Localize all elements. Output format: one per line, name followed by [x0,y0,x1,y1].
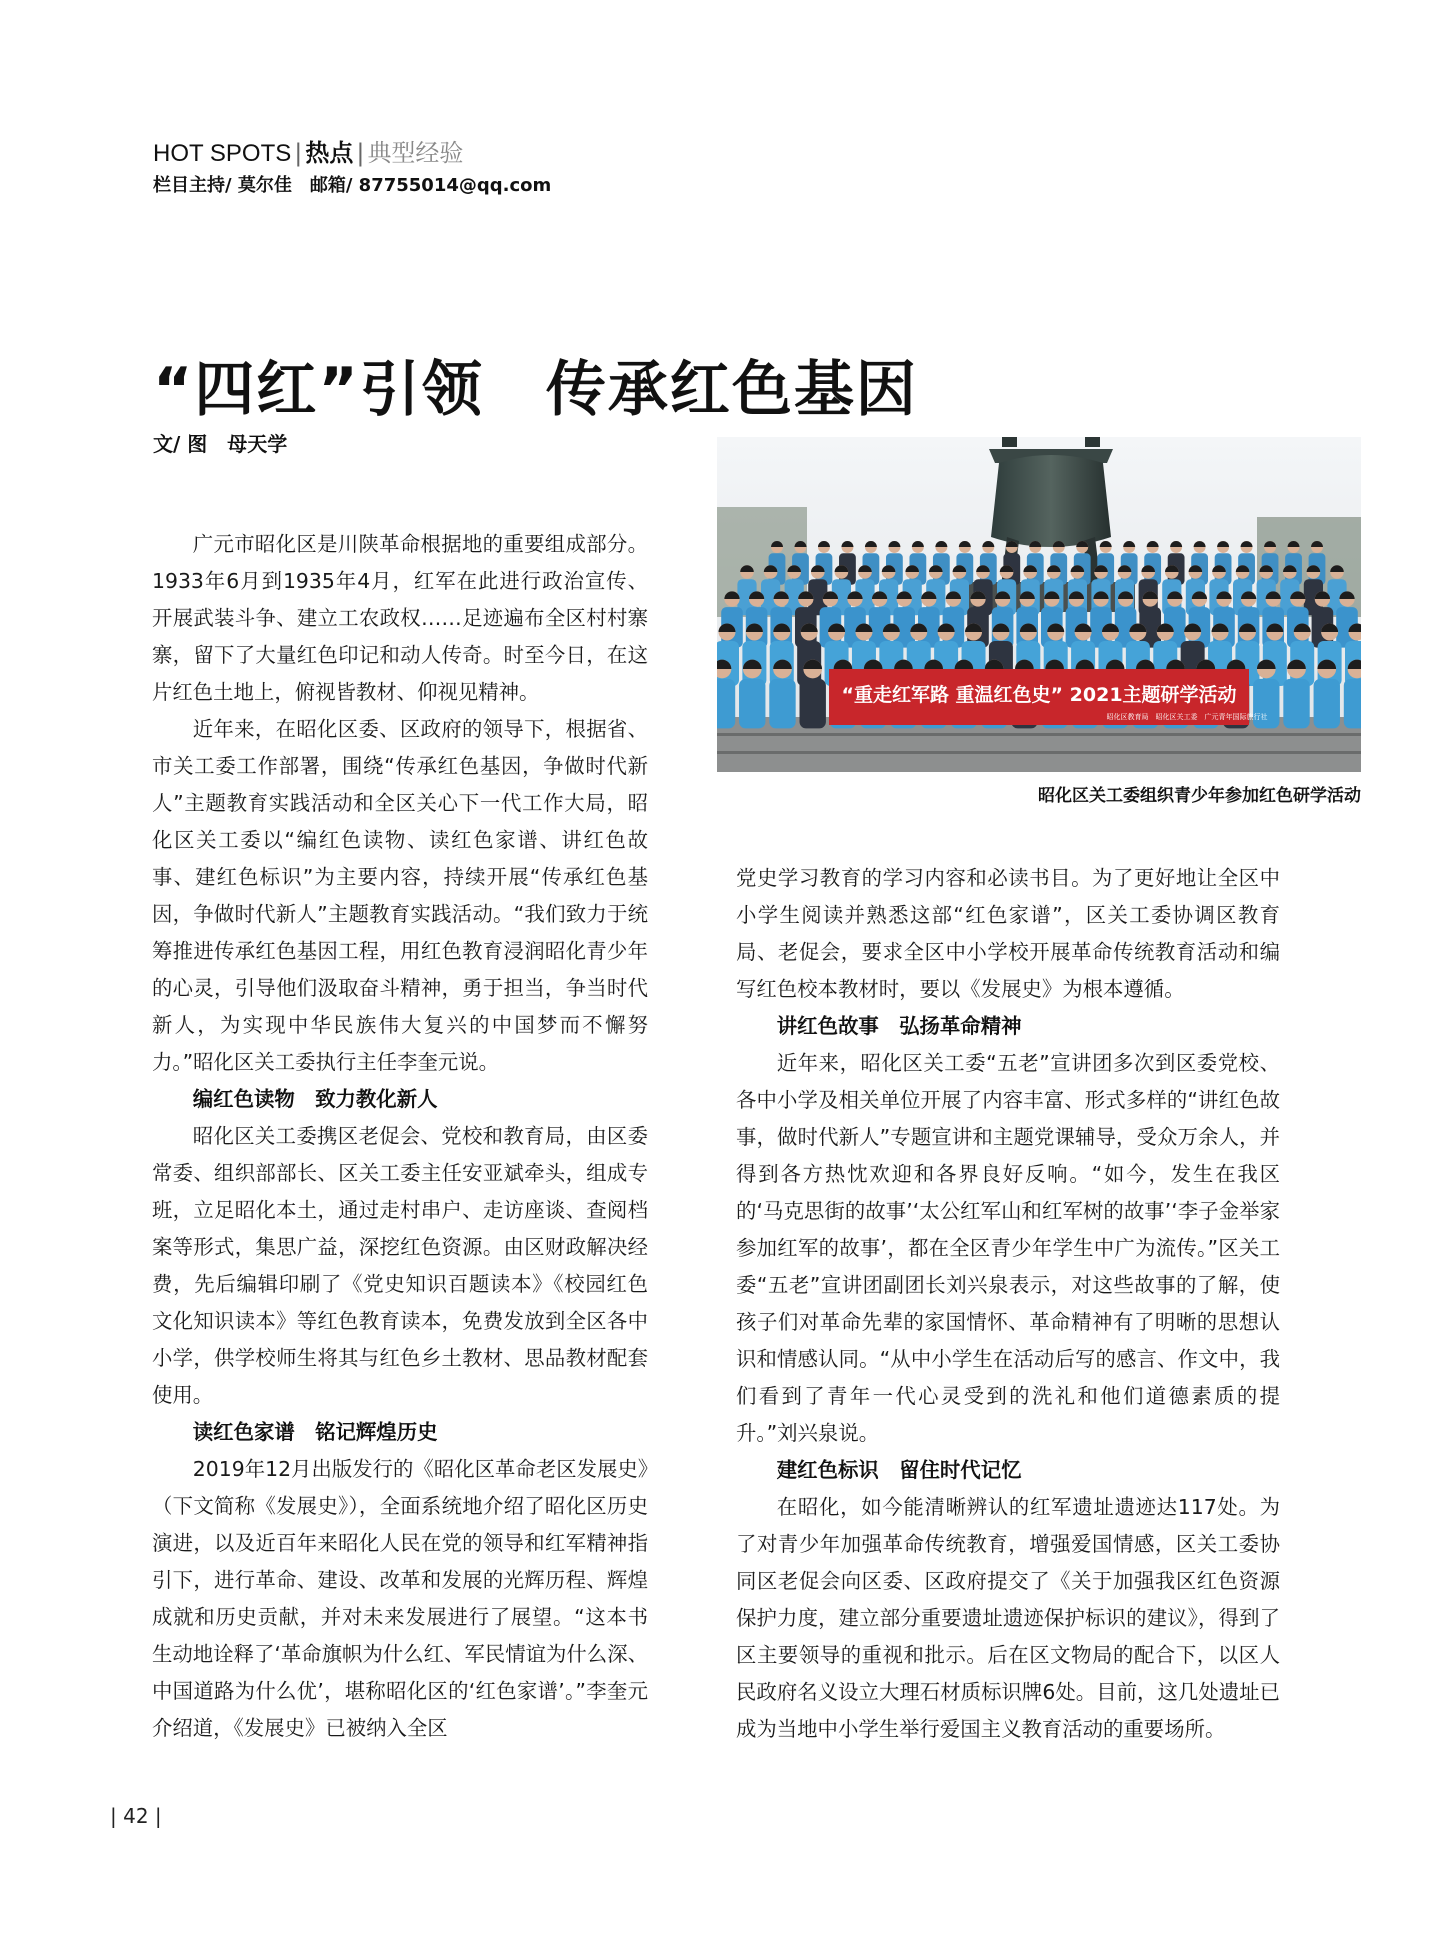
crowd-figure [800,679,826,729]
section-heading: 读红色家谱 铭记辉煌历史 [192,1420,438,1444]
left-column [152,526,648,1747]
column-host: 栏目主持/ 莫尔佳 邮箱/ 87755014@qq.com [153,175,552,196]
typical-label: 典型经验 [367,139,464,167]
article-byline: 文/ 图 母天学 [153,432,288,456]
section-heading: 讲红色故事 弘扬革命精神 [776,1014,1022,1038]
paragraph: 2019年12月出版发行的《昭化区革命老区发展史》（下文简称《发展史》），全面系统地介绍了昭化区历史演进，以及近百年来昭化人民在党的领导和红军精神指引下，进行革命、建设、改革和发展的光辉历程、辉煌成就和历史贡献，并对未来发展进行了展望。“这本书生动地诠释了‘革命旗帜为什么红、军民情谊为什么深、中国道路为什么优’，堪称昭化区的‘红色家谱’。”李奎元介绍道，《发展史》已被纳入全区 [152,1457,648,1740]
crowd-figure [1283,679,1309,729]
section-heading: 建红色标识 留住时代记忆 [776,1458,1022,1482]
page-number: | 42 | [110,1804,162,1828]
banner-subtext: 昭化区教育局 昭化区关工委 广元青年国际旅行社 [1106,713,1268,721]
paragraph: 昭化区关工委携区老促会、党校和教育局，由区委常委、组织部部长、区关工委主任安亚斌牵头，组成专班，立足昭化本土，通过走村串户、走访座谈、查阅档案等形式，集思广益，深挖红色资源。由区财政解决经费，先后编辑印刷了《党史知识百题读本》《校园红色文化知识读本》等红色教育读本，免费发放到全区各中小学，供学校师生将其与红色乡土教材、思品教材配套使用。 [152,1124,648,1407]
article-title: “四红”引领 传承红色基因 [153,355,918,425]
divider: | [294,139,303,167]
paragraph: 广元市昭化区是川陕革命根据地的重要组成部分。1933年6月到1935年4月，红军在此进行政治宣传、开展武装斗争、建立工农政权……足迹遍布全区村村寨寨，留下了大量红色印记和动人传奇。时至今日，在这片红色土地上，俯视皆教材、仰视见精神。 [152,532,648,704]
crowd-figure [769,679,795,729]
section-label [153,136,853,171]
column-header [153,136,853,199]
photo-caption: 昭化区关工委组织青少年参加红色研学活动 [1038,786,1361,806]
right-column [736,860,1280,1748]
paragraph: 近年来，昭化区关工委“五老”宣讲团多次到区委党校、各中小学及相关单位开展了内容丰富、形式多样的“讲红色故事，做时代新人”专题宣讲和主题党课辅导，受众万余人，并得到各方热忱欢迎和各界良好反响。“如今，发生在我区的‘马克思街的故事’‘太公红军山和红军树的故事’‘李子金举家参加红军的故事’，都在全区青少年学生中广为流传。”区关工委“五老”宣讲团副团长刘兴泉表示，对这些故事的了解，使孩子们对革命先辈的家国情怀、革命精神有了明晰的思想认识和情感认同。“从中小学生在活动后写的感言、作文中，我们看到了青年一代心灵受到的洗礼和他们道德素质的提升。”刘兴泉说。 [736,1051,1280,1445]
paragraph: 党史学习教育的学习内容和必读书目。为了更好地让全区中小学生阅读并熟悉这部“红色家谱”，区关工委协调区教育局、老促会，要求全区中小学校开展革命传统教育活动和编写红色校本教材时，要以《发展史》为根本遵循。 [736,866,1280,1001]
hot-cn-label: 热点 [305,138,354,167]
group-photo [717,437,1361,772]
crowd-figure [739,679,765,729]
crowd-figure [1344,679,1361,729]
divider: | [356,139,365,167]
crowd-figure [1314,679,1340,729]
hot-spots-label: HOT SPOTS [153,140,292,167]
paragraph: 近年来，在昭化区委、区政府的领导下，根据省、市关工委工作部署，围绕“传承红色基因，争做时代新人”主题教育实践活动和全区关心下一代工作大局，昭化区关工委以“编红色读物、读红色家谱、讲红色故事、建红色标识”为主要内容，持续开展“传承红色基因，争做时代新人”主题教育实践活动。“我们致力于统筹推进传承红色基因工程，用红色教育浸润昭化青少年的心灵，引导他们汲取奋斗精神，勇于担当，争当时代新人，为实现中华民族伟大复兴的中国梦而不懈努力。”昭化区关工委执行主任李奎元说。 [152,717,648,1074]
section-heading: 编红色读物 致力教化新人 [192,1087,438,1111]
banner-text: “重走红军路 重温红色史” 2021主题研学活动 [841,684,1237,706]
crowd-figure [717,679,735,729]
paragraph: 在昭化，如今能清晰辨认的红军遗址遗迹达117处。为了对青少年加强革命传统教育，增强爱国情感，区关工委协同区老促会向区委、区政府提交了《关于加强我区红色资源保护力度，建立部分重要遗址遗迹保护标识的建议》，得到了区主要领导的重视和批示。后在区文物局的配合下，以区人民政府名义设立大理石材质标识牌6处。目前，这几处遗址已成为当地中小学生举行爱国主义教育活动的重要场所。 [736,1495,1280,1741]
